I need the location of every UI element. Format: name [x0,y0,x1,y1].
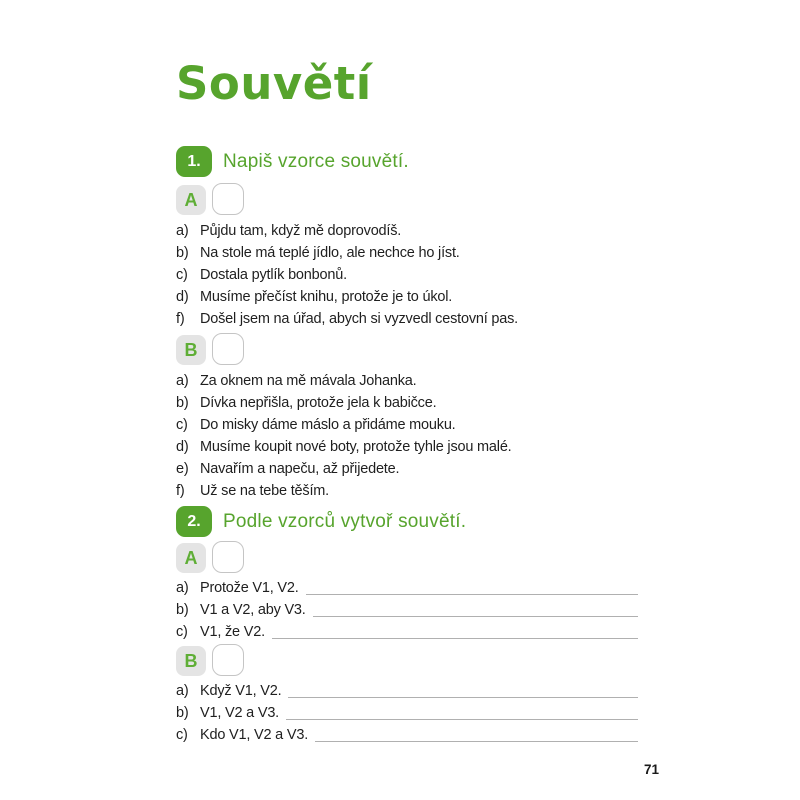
page-number: 71 [644,762,660,777]
sentence-item [176,220,638,242]
item-text: Dostala pytlík bonbonů. [200,267,347,283]
exercise-1 [176,146,638,502]
answer-box[interactable] [212,644,244,676]
exercise-2-header [176,506,638,537]
sentence-item [176,480,638,502]
answer-line[interactable] [313,616,638,617]
item-label: b) [176,395,189,411]
pattern-item [176,599,638,621]
item-label: f) [176,311,185,327]
answer-box[interactable] [212,333,244,365]
answer-line[interactable] [288,697,638,698]
item-text: Kdo V1, V2 a V3. [200,727,309,743]
sentence-item [176,264,638,286]
item-label: d) [176,289,189,305]
section-letter-badge: B [176,646,206,676]
section-letter-badge: A [176,185,206,215]
exercise-1-section-a-items [176,220,638,330]
section-letter-badge: A [176,543,206,573]
content-column [176,58,638,746]
item-label: c) [176,727,188,743]
item-label: b) [176,245,189,261]
exercise-instruction: Napiš vzorce souvětí. [223,150,409,172]
item-text: Půjdu tam, když mě doprovodíš. [200,223,402,239]
pattern-item [176,621,638,643]
sentence-item [176,308,638,330]
pattern-item [176,702,638,724]
exercise-1-section-a-header [176,183,638,216]
sentence-item [176,286,638,308]
item-label: a) [176,580,189,596]
item-text: V1, že V2. [200,624,265,640]
exercise-instruction: Podle vzorců vytvoř souvětí. [223,510,467,532]
item-text: Když V1, V2. [200,683,282,699]
page-title: Souvětí [176,57,372,110]
item-label: b) [176,705,189,721]
item-label: a) [176,373,189,389]
exercise-2-section-b-items [176,680,638,746]
item-text: V1, V2 a V3. [200,705,280,721]
answer-line[interactable] [286,719,638,720]
exercise-2-section-b-header [176,644,638,677]
item-text: Za oknem na mě mávala Johanka. [200,373,417,389]
item-label: c) [176,624,188,640]
exercise-1-header [176,146,638,177]
item-label: b) [176,602,189,618]
item-label: e) [176,461,189,477]
answer-line[interactable] [315,741,638,742]
exercise-number-badge: 2. [176,506,212,537]
sentence-item [176,370,638,392]
exercise-1-section-b-header [176,333,638,366]
answer-line[interactable] [306,594,638,595]
exercise-number-badge: 1. [176,146,212,177]
item-text: Už se na tebe těším. [200,483,329,499]
item-label: f) [176,483,185,499]
item-text: Dívka nepřišla, protože jela k babičce. [200,395,437,411]
answer-line[interactable] [272,638,638,639]
exercise-2-section-a-header [176,541,638,574]
item-text: Došel jsem na úřad, abych si vyzvedl cestovní pas. [200,311,519,327]
item-text: Navařím a napeču, až přijedete. [200,461,400,477]
answer-box[interactable] [212,183,244,215]
pattern-item [176,724,638,746]
item-label: d) [176,439,189,455]
pattern-item [176,680,638,702]
exercise-1-section-b-items [176,370,638,502]
item-text: Do misky dáme máslo a přidáme mouku. [200,417,456,433]
item-text: Na stole má teplé jídlo, ale nechce ho jíst. [200,245,460,261]
exercise-2-section-a-items [176,577,638,643]
pattern-item [176,577,638,599]
answer-box[interactable] [212,541,244,573]
item-text: V1 a V2, aby V3. [200,602,306,618]
item-label: a) [176,683,189,699]
exercise-2 [176,506,638,746]
sentence-item [176,414,638,436]
sentence-item [176,242,638,264]
item-label: c) [176,417,188,433]
item-label: c) [176,267,188,283]
sentence-item [176,436,638,458]
item-text: Musíme koupit nové boty, protože tyhle jsou malé. [200,439,512,455]
item-text: Musíme přečíst knihu, protože je to úkol. [200,289,453,305]
item-label: a) [176,223,189,239]
section-letter-badge: B [176,335,206,365]
sentence-item [176,392,638,414]
sentence-item [176,458,638,480]
item-text: Protože V1, V2. [200,580,299,596]
